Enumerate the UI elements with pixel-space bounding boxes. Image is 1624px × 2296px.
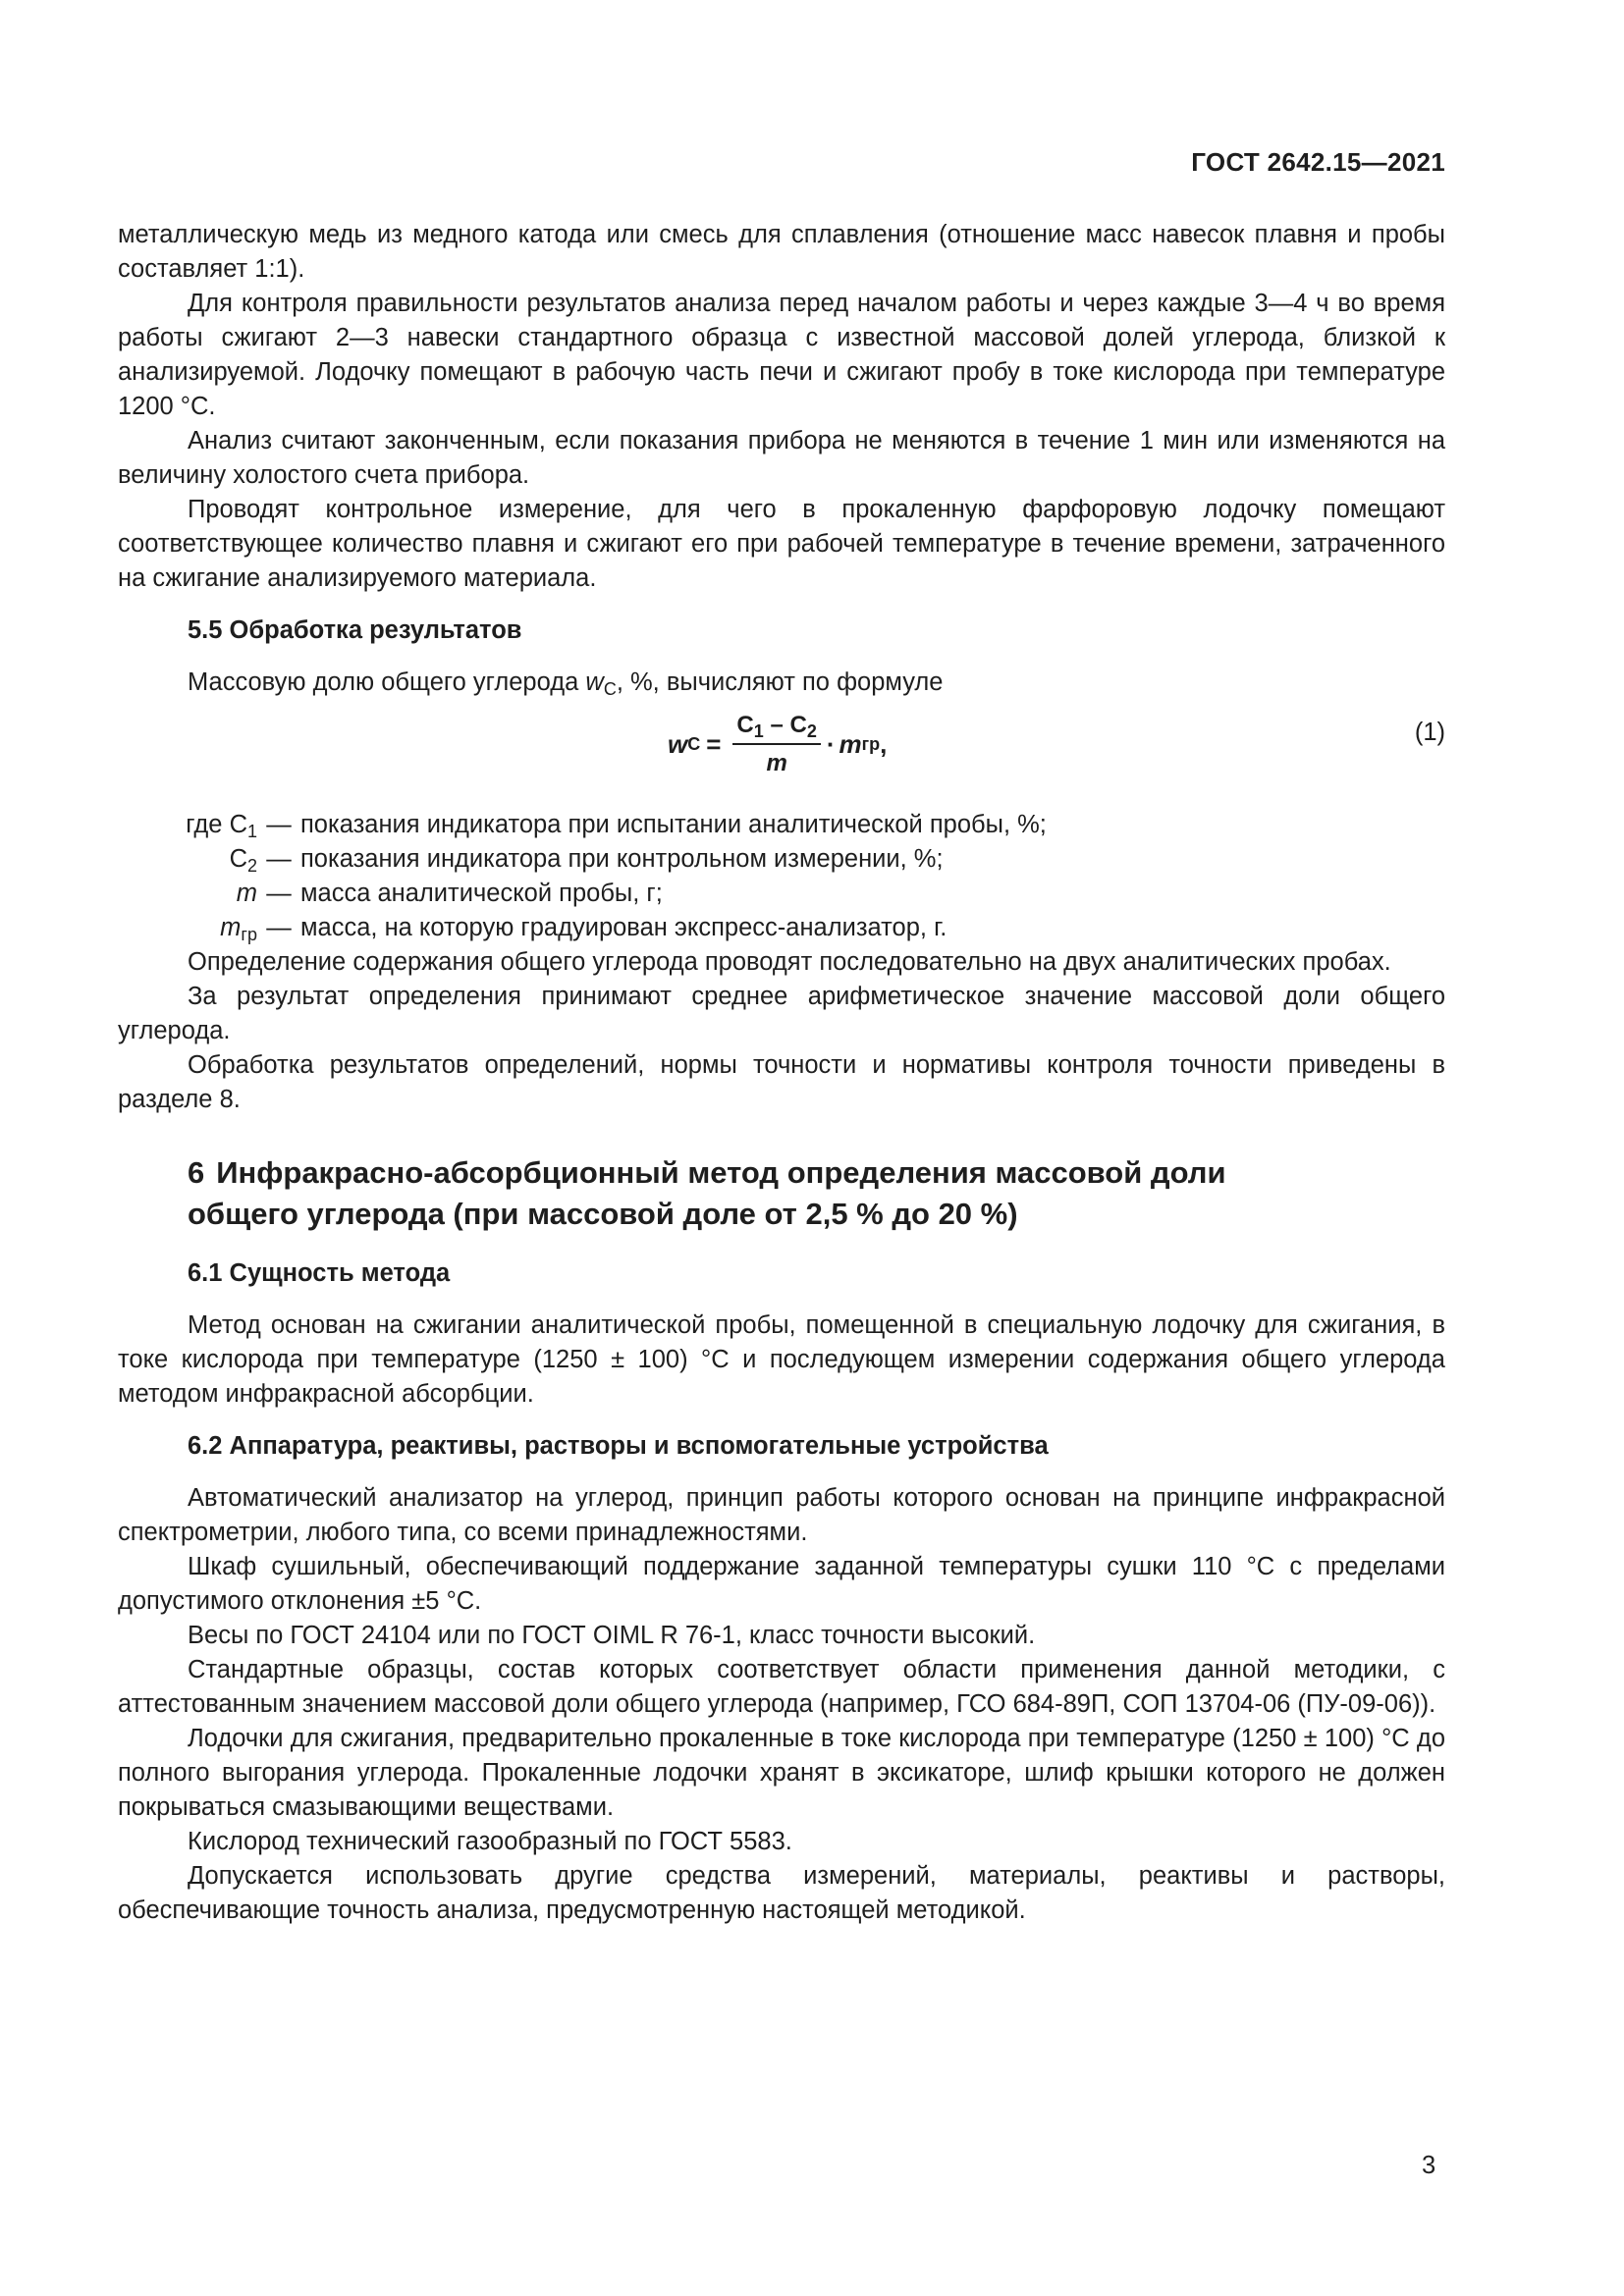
page-number: 3 xyxy=(1422,2152,1436,2179)
formula-intro xyxy=(118,666,1445,700)
symbol-subscript: 1 xyxy=(246,822,257,841)
paragraph: металлическую медь из медного катода или смесь для сплавления (отношение масс навесок плавня и пробы составляет 1:1). xyxy=(118,221,1445,283)
formula: w C = $\frac{C_1 - C_2}{m}$ · m гр , xyxy=(668,708,887,780)
section-title-line: общего углерода (при массовой доле от 2,5 % до 20 %) xyxy=(188,1197,1018,1231)
numerator-term-a-subscript: 1 xyxy=(753,721,764,741)
paragraph: Проводят контрольное измерение, для чего в прокаленную фарфоровую лодочку помещают соответствующее количество плавня и сжигают его при рабочей температуре в течение времени, затраченного на сжигание анализируемого материала. xyxy=(118,496,1445,592)
definition-dash: — xyxy=(266,845,292,873)
subsection-title-6-2: 6.2 Аппаратура, реактивы, растворы и вспомогательные устройства xyxy=(188,1432,1049,1460)
symbol-name: m xyxy=(236,880,257,907)
paragraph: Обработка результатов определений, нормы точности и нормативы контроля точности приведены в разделе 8. xyxy=(118,1051,1445,1113)
equation-number: (1) xyxy=(1414,719,1445,746)
definition-dash: — xyxy=(266,880,292,907)
document-body xyxy=(118,218,1445,1928)
formula-comma: , xyxy=(880,728,888,759)
formula-intro-tail: , %, вычисляют по формуле xyxy=(616,668,944,696)
formula-rhs-variable: m xyxy=(839,728,862,759)
formula-fraction xyxy=(732,708,820,780)
symbol-subscript: гр xyxy=(241,925,257,944)
subsection-title-6-1: 6.1 Сущность метода xyxy=(188,1259,451,1287)
definition-text: показания индикатора при контрольном измерении, %; xyxy=(300,845,944,873)
paragraph: Стандартные образцы, состав которых соответствует области применения данной методики, с аттестованным значением массовой доли общего углерода (например, ГСО 684-89П, СОП 13704-06 (ПУ-09-06)). xyxy=(118,1656,1445,1718)
numerator-term-b: C xyxy=(789,712,807,738)
formula-multiply-dot: · xyxy=(826,728,836,759)
section-title-6 xyxy=(188,1152,1445,1235)
document-header: ГОСТ 2642.15—2021 xyxy=(1191,147,1445,177)
paragraph: Для контроля правильности результатов анализа перед началом работы и через каждые 3—4 ч во время работы сжигают 2—3 навески стандартного образца с известной массовой долей углерода, близкой к анализируемой. Лодочку помещают в рабочую часть печи и сжигают пробу в токе кислорода при температуре 1200 °С. xyxy=(118,290,1445,420)
paragraph: Анализ считают законченным, если показания прибора не меняются в течение 1 мин или изменяются на величину холостого счета прибора. xyxy=(118,427,1445,489)
formula-intro-variable: w xyxy=(585,668,604,696)
definition-text: показания индикатора при испытании аналитической пробы, %; xyxy=(300,811,1047,838)
definition-symbol xyxy=(118,911,257,945)
paragraph: Весы по ГОСТ 24104 или по ГОСТ OIML R 76-1, класс точности высокий. xyxy=(188,1622,1036,1649)
definition-text: масса, на которую градуирован экспресс-анализатор, г. xyxy=(300,914,947,941)
variable-definitions xyxy=(118,808,1445,945)
paragraph: Лодочки для сжигания, предварительно прокаленные в токе кислорода при температуре (1250 ± 100) °С до полного выгорания углерода. Прокаленные лодочки хранят в эксикаторе, шлиф крышки которого не должен покрываться смазывающими веществами. xyxy=(118,1725,1445,1821)
section-number: 6 xyxy=(188,1155,205,1190)
definition-prefix: где xyxy=(186,811,230,838)
numerator-term-b-subscript: 2 xyxy=(806,721,817,741)
definition-symbol xyxy=(118,877,257,911)
definition-dash: — xyxy=(266,914,292,941)
paragraph: Определение содержания общего углерода проводят последовательно на двух аналитических пробах. xyxy=(188,948,1391,976)
formula-intro-text: Массовую долю общего углерода xyxy=(188,668,586,696)
subsection-title-5-5: 5.5 Обработка результатов xyxy=(188,616,522,644)
formula-denominator: m xyxy=(766,750,787,776)
symbol-name: C xyxy=(229,811,247,838)
paragraph: За результат определения принимают среднее арифметическое значение массовой доли общего углерода. xyxy=(118,983,1445,1044)
formula-row xyxy=(118,706,1445,786)
formula-lhs-variable: w xyxy=(668,728,688,759)
definition-symbol xyxy=(118,808,257,842)
paragraph: Шкаф сушильный, обеспечивающий поддержание заданной температуры сушки 110 °С с пределами допустимого отклонения ±5 °С. xyxy=(118,1553,1445,1615)
symbol-name: m xyxy=(220,914,242,941)
section-title-line xyxy=(188,1152,1445,1194)
formula-intro-subscript: C xyxy=(603,679,617,699)
paragraph: Автоматический анализатор на углерод, принцип работы которого основан на принципе инфракрасной спектрометрии, любого типа, со всеми принадлежностями. xyxy=(118,1484,1445,1546)
paragraph: Допускается использовать другие средства измерений, материалы, реактивы и растворы, обеспечивающие точность анализа, предусмотренную настоящей методикой. xyxy=(118,1862,1445,1924)
paragraph: Кислород технический газообразный по ГОСТ 5583. xyxy=(188,1828,792,1855)
definition-symbol xyxy=(118,842,257,877)
formula-numerator xyxy=(732,708,820,745)
symbol-subscript: 2 xyxy=(246,856,257,876)
symbol-name: C xyxy=(229,845,247,873)
definition-text: масса аналитической пробы, г; xyxy=(300,880,663,907)
paragraph: Метод основан на сжигании аналитической пробы, помещенной в специальную лодочку для сжигания, в токе кислорода при температуре (1250 ± 100) °С и последующем измерении содержания общего углерода методом инфракрасной абсорбции. xyxy=(118,1311,1445,1408)
formula-equals: = xyxy=(706,728,722,759)
numerator-minus: – xyxy=(763,712,790,738)
section-title-text: Инфракрасно-абсорбционный метод определения массовой доли xyxy=(216,1155,1226,1190)
numerator-term-a: C xyxy=(736,712,754,738)
definition-dash: — xyxy=(266,811,292,838)
